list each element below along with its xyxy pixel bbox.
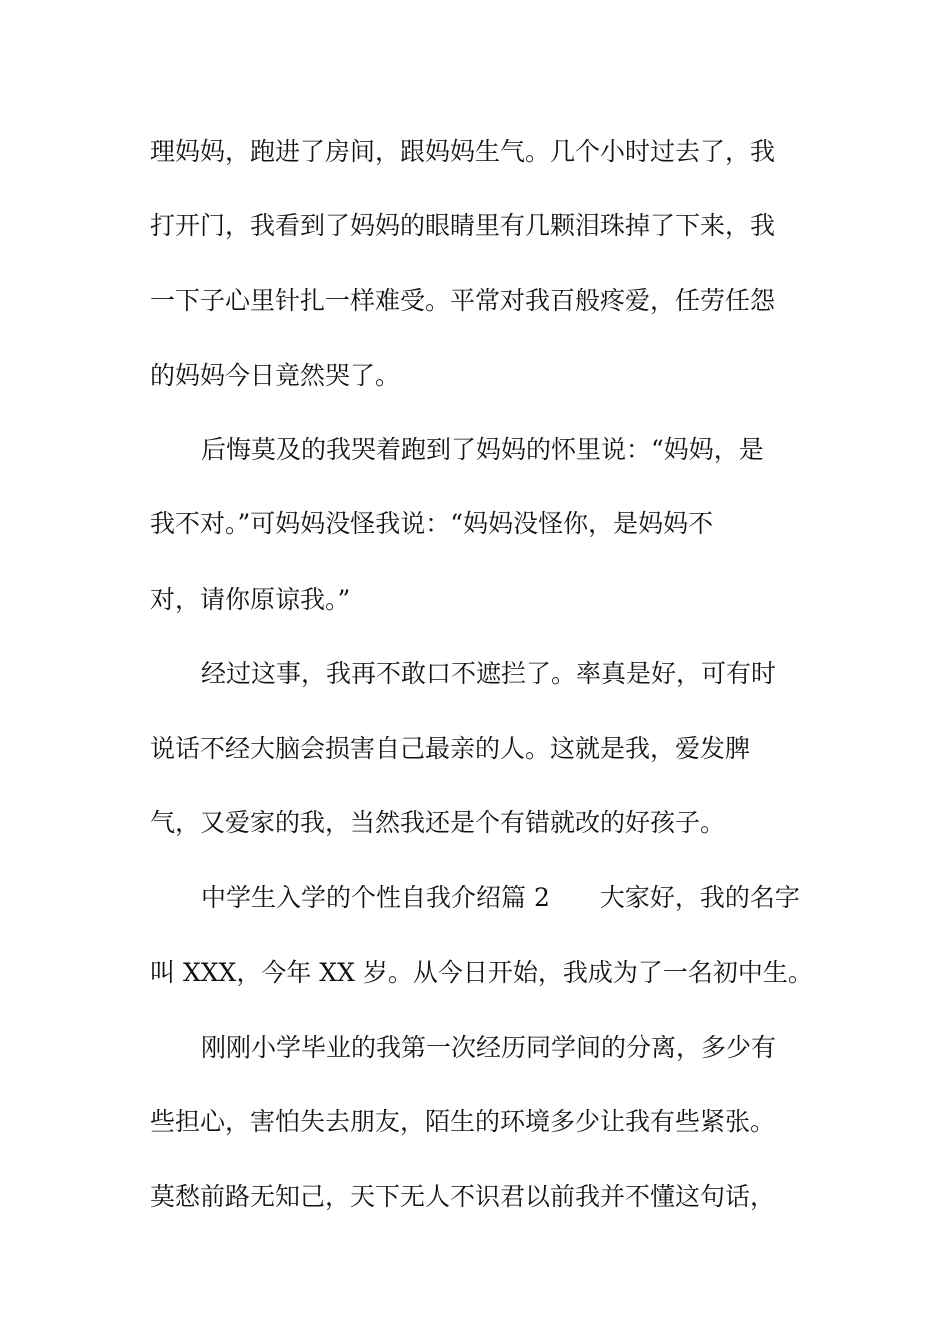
paragraph-first-line: 后悔莫及的我哭着跑到了妈妈的怀里说：“妈妈，是 <box>201 435 764 464</box>
text-line: 对，请你原谅我。” <box>150 585 351 614</box>
text-line: 打开门，我看到了妈妈的眼睛里有几颗泪珠掉了下来，我 <box>150 211 776 240</box>
text-line: 气，又爱家的我，当然我还是个有错就改的好孩子。 <box>150 808 726 837</box>
text-line: 叫 XXX，今年 XX 岁。从今日开始，我成为了一名初中生。 <box>150 958 813 987</box>
text-line: 的妈妈今日竟然哭了。 <box>150 361 401 390</box>
section-heading-line: 中学生入学的个性自我介绍篇 2 大家好，我的名字 <box>201 883 800 912</box>
text-line: 说话不经大脑会损害自己最亲的人。这就是我，爱发脾 <box>150 734 751 763</box>
text-line: 莫愁前路无知己，天下无人不识君以前我并不懂这句话， <box>150 1182 776 1211</box>
paragraph-first-line: 经过这事，我再不敢口不遮拦了。率真是好，可有时 <box>201 659 777 688</box>
paragraph-first-line: 刚刚小学毕业的我第一次经历同学间的分离，多少有 <box>201 1033 777 1062</box>
text-line: 理妈妈，跑进了房间，跟妈妈生气。几个小时过去了，我 <box>150 137 776 166</box>
text-line: 些担心，害怕失去朋友，陌生的环境多少让我有些紧张。 <box>150 1107 776 1136</box>
text-line: 一下子心里针扎一样难受。平常对我百般疼爱，任劳任怨 <box>150 286 776 315</box>
text-line: 我不对。”可妈妈没怪我说：“妈妈没怪你，是妈妈不 <box>150 509 714 538</box>
